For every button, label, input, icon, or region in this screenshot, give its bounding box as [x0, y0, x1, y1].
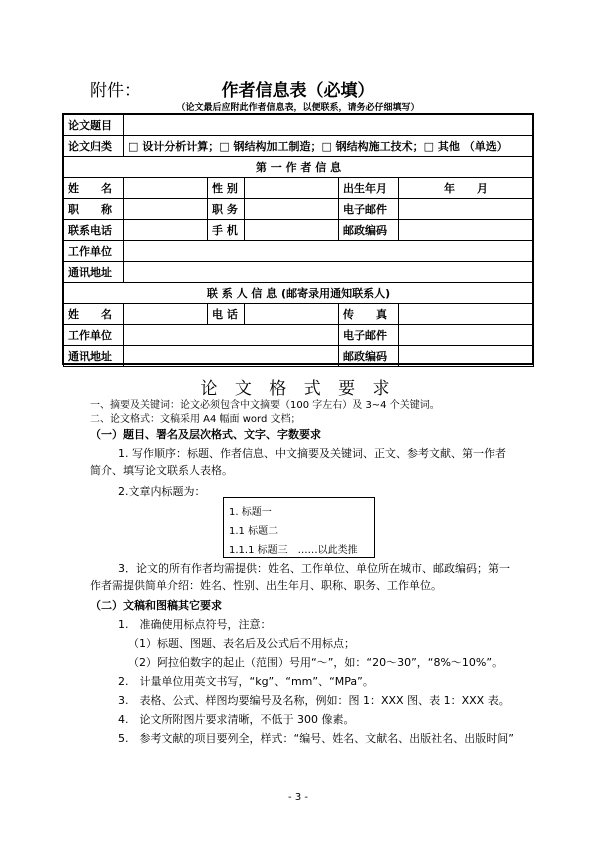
- table-row: [64, 346, 534, 367]
- form-note: （论文最后应附此作者信息表，以便联系，请务必仔细填写）: [176, 103, 420, 113]
- contact-postcode-field[interactable]: [399, 346, 534, 367]
- rule-1b: （2）阿拉伯数字的起止（范围）号用“～”，如：“20～30”，“8%～10%”。: [128, 656, 504, 669]
- birth-label: 出生年月: [339, 178, 399, 199]
- position-label: 职 务: [208, 199, 245, 220]
- attachment-label: 附件：: [90, 81, 141, 101]
- email-field[interactable]: [399, 199, 534, 220]
- contact-fax-label: 传 真: [339, 304, 399, 325]
- name-field[interactable]: [124, 178, 208, 199]
- gender-label: 性 别: [208, 178, 245, 199]
- mobile-field[interactable]: [245, 220, 339, 241]
- contact-fax-field[interactable]: [399, 304, 534, 325]
- contact-address-field[interactable]: [124, 346, 339, 367]
- birth-field[interactable]: 年 月: [399, 178, 534, 199]
- section-1-heading: （一）题目、署名及层次格式、文字、字数要求: [90, 428, 321, 441]
- contact-email-field[interactable]: [399, 325, 534, 346]
- postcode-field[interactable]: [399, 220, 534, 241]
- heading-example-box: [223, 497, 375, 558]
- contact-employer-label: 工作单位: [64, 325, 124, 346]
- table-row: [64, 262, 534, 283]
- address-field[interactable]: [124, 262, 534, 283]
- postcode-label: 邮政编码: [339, 220, 399, 241]
- contact-header: 联 系 人 信 息 (邮寄录用通知联系人): [64, 283, 534, 304]
- item-1a: 1. 写作顺序：标题、作者信息、中文摘要及关键词、正文、参考文献、第一作者: [118, 447, 506, 460]
- box-heading-2: 1.1 标题二: [229, 526, 279, 537]
- email-label: 电子邮件: [339, 199, 399, 220]
- form-title: 作者信息表（必填）: [221, 81, 375, 101]
- phone-label: 联系电话: [64, 220, 124, 241]
- rule-1: 1. 准确使用标点符号，注意：: [118, 618, 272, 631]
- page-number: - 3 -: [288, 792, 308, 803]
- paper-title-label: 论文题目: [64, 115, 124, 136]
- rule-1a: （1）标题、图题、表名后及公式后不用标点；: [128, 637, 355, 650]
- first-author-header: 第 一 作 者 信 息: [64, 157, 534, 178]
- contact-phone-label: 电 话: [208, 304, 245, 325]
- rule-5: 5. 参考文献的项目要列全，样式：“编号、姓名、文献名、出版社名、出版时间”: [118, 732, 514, 745]
- table-row: [64, 199, 534, 220]
- author-info-table: [63, 114, 534, 367]
- section-2-heading: （二）文稿和图稿其它要求: [90, 599, 222, 612]
- contact-name-label: 姓 名: [64, 304, 124, 325]
- table-row: [64, 325, 534, 346]
- mobile-label: 手 机: [208, 220, 245, 241]
- box-heading-1: 1. 标题一: [229, 507, 272, 518]
- rule-2: 2. 计量单位用英文书写，“kg”、“mm”、“MPa”。: [118, 675, 374, 688]
- paper-title-field[interactable]: [124, 115, 534, 136]
- table-row: [64, 304, 534, 325]
- item-1b: 简介、填写论文联系人表格。: [90, 464, 233, 477]
- title-label: 职 称: [64, 199, 124, 220]
- contact-phone-field[interactable]: [245, 304, 339, 325]
- rule-3: 3. 表格、公式、样图均要编号及名称，例如：图 1：XXX 图、表 1：XXX 表。: [118, 694, 510, 707]
- table-row: [64, 115, 534, 136]
- item-3a: 3．论文的所有作者均需提供：姓名、工作单位、单位所在城市、邮政编码；第一: [118, 562, 510, 575]
- table-row: [64, 136, 534, 157]
- item-3b: 作者需提供简单介绍：姓名、性别、出生年月、职称、职务、工作单位。: [90, 579, 442, 592]
- employer-label: 工作单位: [64, 241, 124, 262]
- table-row: [64, 220, 534, 241]
- phone-field[interactable]: [124, 220, 208, 241]
- contact-address-label: 通讯地址: [64, 346, 124, 367]
- contact-email-label: 电子邮件: [339, 325, 399, 346]
- gender-field[interactable]: [245, 178, 339, 199]
- req-line-1: 一、摘要及关键词：论文必须包含中文摘要（100 字左右）及 3~4 个关键词。: [90, 400, 440, 411]
- contact-name-field[interactable]: [124, 304, 208, 325]
- category-options[interactable]: □ 设计分析计算；□ 钢结构加工制造；□ 钢结构施工技术；□ 其他 （单选）: [124, 136, 534, 157]
- name-label: 姓 名: [64, 178, 124, 199]
- table-row: [64, 178, 534, 199]
- employer-field[interactable]: [124, 241, 534, 262]
- table-row: [64, 157, 534, 178]
- address-label: 通讯地址: [64, 262, 124, 283]
- category-label: 论文归类: [64, 136, 124, 157]
- requirements-title: 论 文 格 式 要 求: [200, 379, 396, 399]
- req-line-2: 二、论文格式：文稿采用 A4 幅面 word 文档；: [90, 414, 301, 425]
- contact-postcode-label: 邮政编码: [339, 346, 399, 367]
- item-2: 2.文章内标题为：: [118, 485, 206, 498]
- rule-4: 4. 论文所附图片要求清晰，不低于 300 像素。: [118, 713, 355, 726]
- position-field[interactable]: [245, 199, 339, 220]
- table-row: [64, 283, 534, 304]
- box-heading-3: 1.1.1 标题三 ……以此类推: [229, 545, 358, 556]
- title-field[interactable]: [124, 199, 208, 220]
- table-row: [64, 241, 534, 262]
- contact-employer-field[interactable]: [124, 325, 339, 346]
